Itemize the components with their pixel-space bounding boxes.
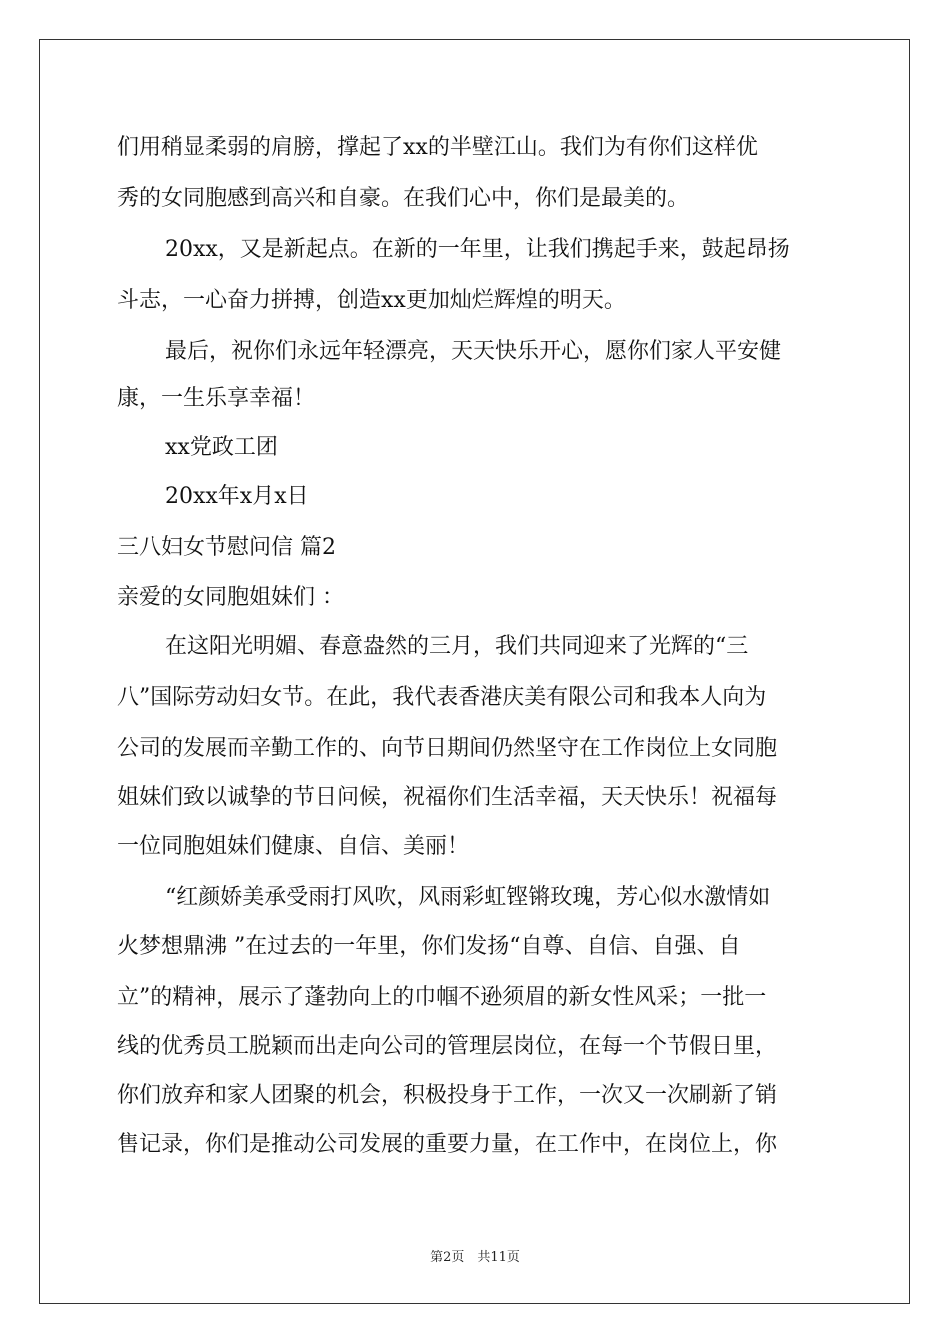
text-line: 火梦想鼎沸 ”在过去的一年里，你们发扬“自尊、自信、自强、自 [117, 934, 741, 959]
text-line: 们用稍显柔弱的肩膀，撑起了xx的半壁江山。我们为有你们这样优 [117, 135, 758, 160]
signature-date: 20xx年x月x日 [165, 484, 309, 509]
paragraph-line: 在这阳光明媚、春意盎然的三月，我们共同迎来了光辉的“三 [165, 634, 749, 659]
text-line: 线的优秀员工脱颖而出走向公司的管理层岗位，在每一个节假日里， [117, 1034, 778, 1059]
signature-org: xx党政工团 [165, 435, 278, 460]
text-line: 秀的女同胞感到高兴和自豪。在我们心中，你们是最美的。 [117, 186, 690, 211]
text-line: 康，一生乐享幸福！ [117, 386, 316, 411]
page-border [39, 39, 910, 1304]
salutation: 亲爱的女同胞姐妹们 ： [117, 585, 344, 610]
section-title: 三八妇女节慰问信 篇2 [117, 535, 336, 560]
text-line: 一位同胞姐妹们健康、自信、美丽！ [117, 834, 470, 859]
page-number: 第2页 共11页 [430, 1250, 520, 1265]
text-line: 姐妹们致以诚挚的节日问候，祝福你们生活幸福，天天快乐！祝福每 [117, 785, 778, 810]
text-line: 斗志，一心奋力拼搏，创造xx更加灿烂辉煌的明天。 [117, 288, 626, 313]
paragraph-line: 20xx，又是新起点。在新的一年里，让我们携起手来，鼓起昂扬 [165, 237, 790, 262]
text-line: 八”国际劳动妇女节。在此，我代表香港庆美有限公司和我本人向为 [117, 685, 767, 710]
paragraph-line: “红颜娇美承受雨打风吹，风雨彩虹铿锵玫瑰，芳心似水激情如 [165, 885, 771, 910]
text-line: 公司的发展而辛勤工作的、向节日期间仍然坚守在工作岗位上女同胞 [117, 736, 778, 761]
text-line: 售记录，你们是推动公司发展的重要力量，在工作中，在岗位上，你 [117, 1132, 778, 1157]
paragraph-line: 最后，祝你们永远年轻漂亮，天天快乐开心，愿你们家人平安健 [165, 339, 782, 364]
text-line: 立”的精神，展示了蓬勃向上的巾帼不逊须眉的新女性风采；一批一 [117, 985, 767, 1010]
text-line: 你们放弃和家人团聚的机会，积极投身于工作，一次又一次刷新了销 [117, 1083, 778, 1108]
